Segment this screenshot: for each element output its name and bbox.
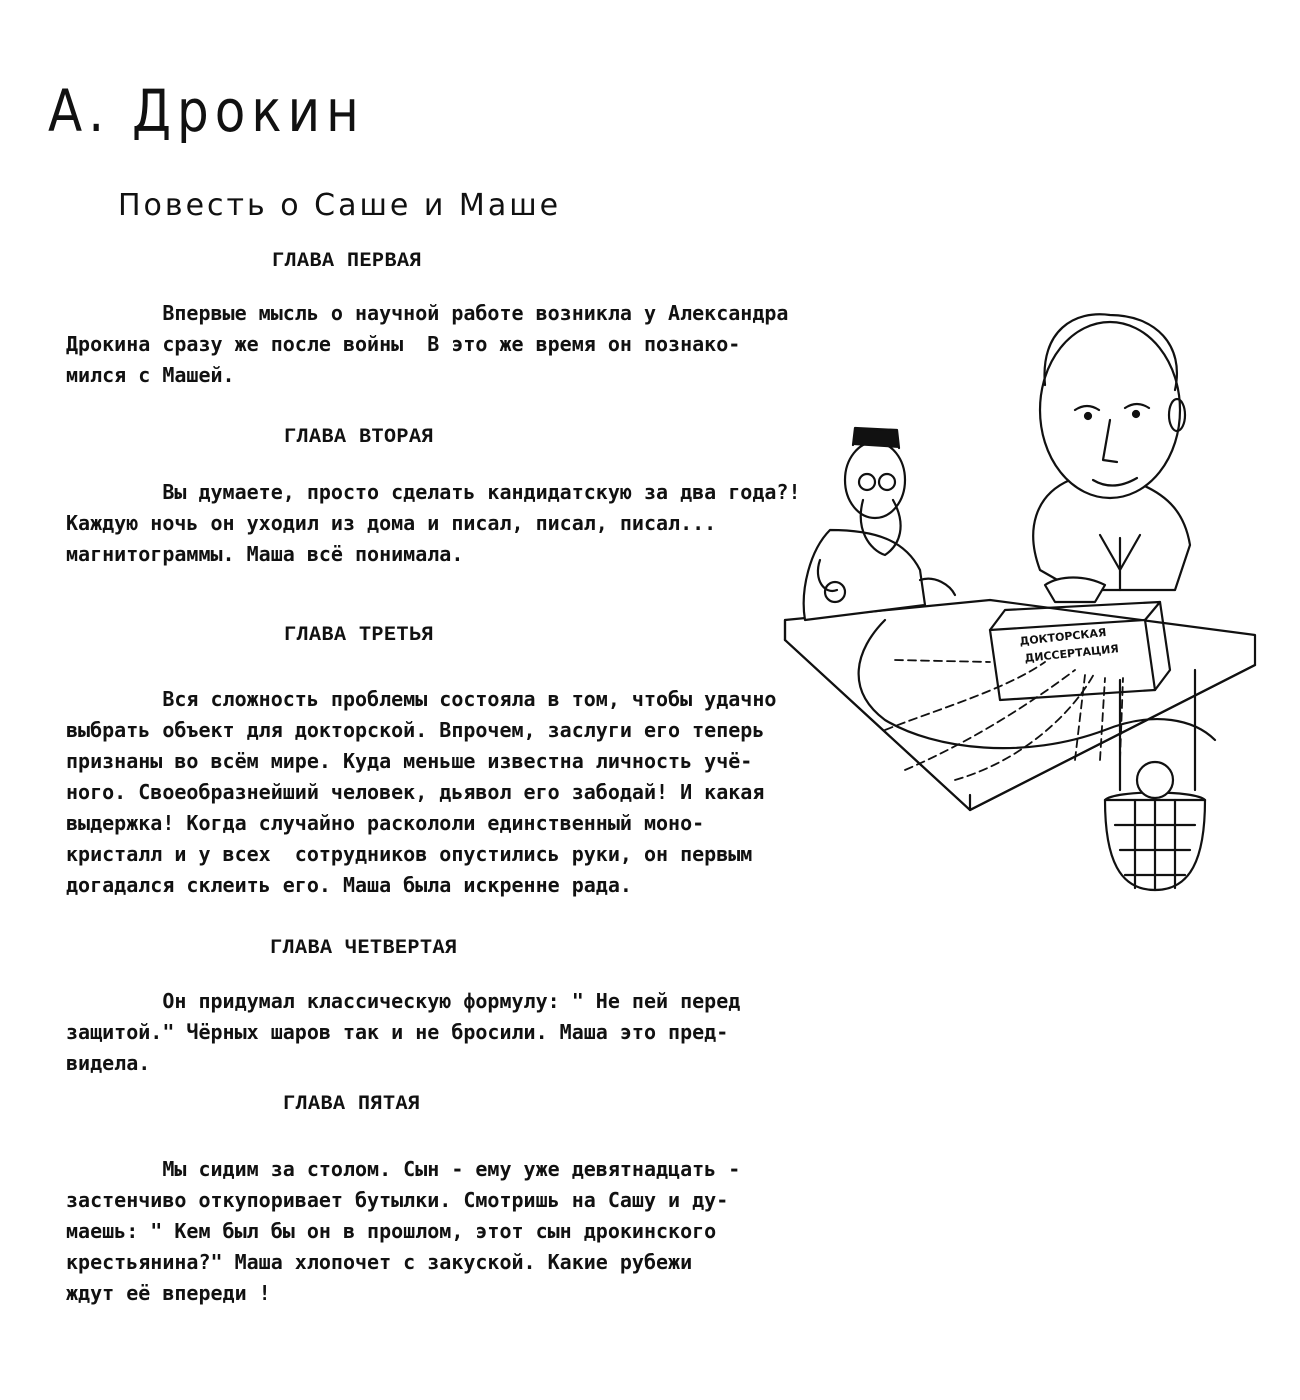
devil-body xyxy=(804,530,925,620)
egg xyxy=(1137,762,1173,798)
chapter-5-text: Мы сидим за столом. Сын - ему уже девятнадцать - застенчиво откупоривает бутылки. Смотришь на Сашу и ду- маешь: " Кем был бы он в прошлом, этот сын дрокинского крестьянина?" Маша хлопочет с закуской. Какие рубежи ждут её впереди ! xyxy=(66,1157,741,1305)
chapter-4-text: Он придумал классическую формулу: " Не пей перед защитой." Чёрных шаров так и не бросили. Маша это пред- видела. xyxy=(66,989,741,1075)
cartoon-illustration xyxy=(775,290,1270,900)
chapter-3-text: Вся сложность проблемы состояла в том, чтобы удачно выбрать объект для докторской. Впрочем, заслуги его теперь признаны во всём мире. Куда меньше известна личность учё- ного. Своеобразнейший человек, дьявол его забодай! И какая выдержка! Когда случайно раскололи единственный моно- кристалл и у всех сотрудников опустились руки, он первым догадался склеить его. Маша была искренне рада. xyxy=(66,687,777,897)
story-title: Повесть о Саше и Маше xyxy=(118,188,562,223)
author-name: А. Дрокин xyxy=(48,78,365,145)
book-label-line1: ДОКТОРСКАЯ xyxy=(1018,625,1107,648)
chapter-3-heading: ГЛАВА ТРЕТЬЯ xyxy=(284,624,435,647)
chapter-4-heading: ГЛАВА ЧЕТВЕРТАЯ xyxy=(270,937,458,960)
scientist-hand xyxy=(1045,578,1105,603)
chapter-2-heading: ГЛАВА ВТОРАЯ xyxy=(284,426,435,449)
chapter-1-heading: ГЛАВА ПЕРВАЯ xyxy=(272,250,423,273)
chapter-5-heading: ГЛАВА ПЯТАЯ xyxy=(283,1093,421,1116)
book-label-line2: ДИССЕРТАЦИЯ xyxy=(1023,642,1120,665)
chapter-1-text: Впервые мысль о научной работе возникла у Александра Дрокина сразу же после войны В это же время он познако- мился с Машей. xyxy=(66,301,789,387)
scientist-head xyxy=(1040,322,1180,498)
chapter-2-text: Вы думаете, просто сделать кандидатскую за два года?! Каждую ночь он уходил из дома и писал, писал, писал... магнитограммы. Маша всё понимала. xyxy=(66,480,801,566)
